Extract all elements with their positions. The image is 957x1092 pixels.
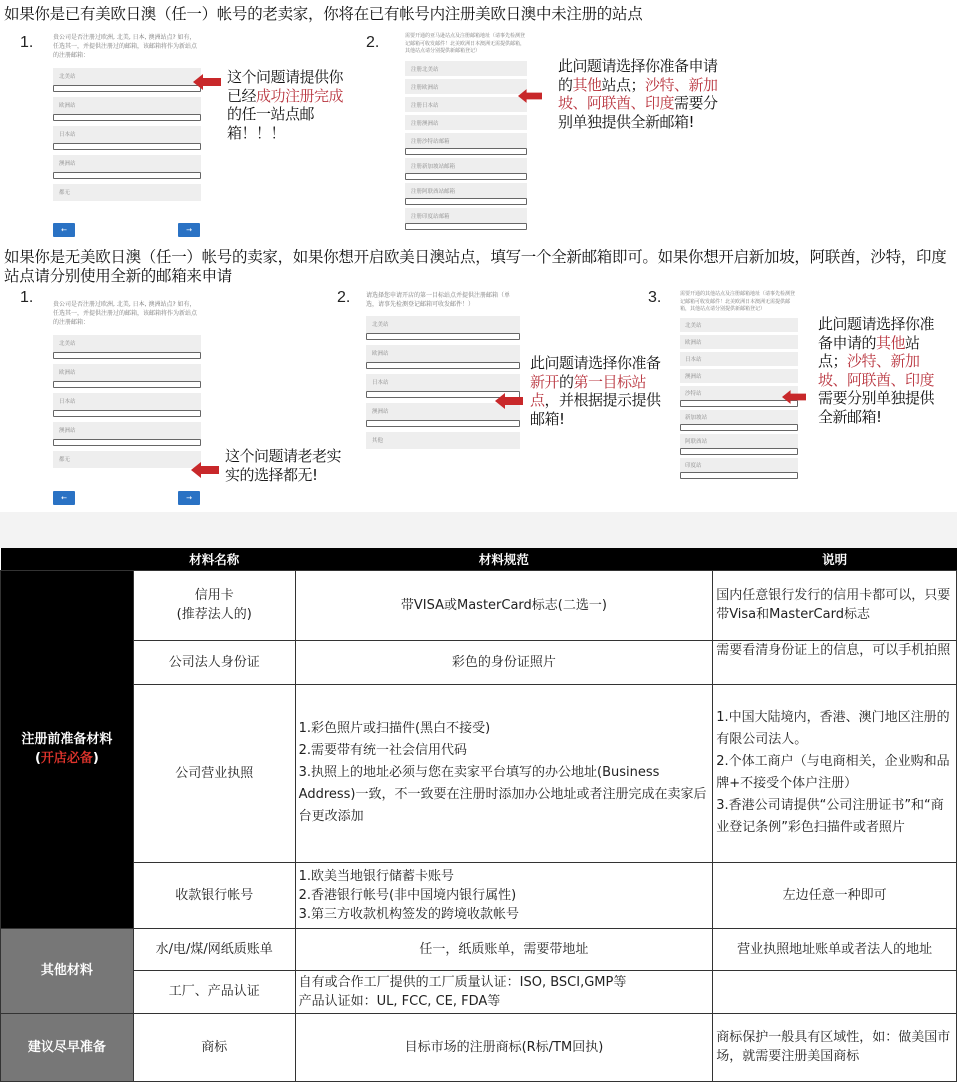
next-button[interactable]: → <box>178 491 200 505</box>
email-input[interactable] <box>680 448 798 455</box>
arrow-left-icon <box>193 74 221 90</box>
step-number: 1. <box>20 289 34 306</box>
option[interactable]: 澳洲站 <box>680 369 798 383</box>
email-input[interactable] <box>53 410 201 417</box>
option-australia[interactable]: 澳洲站 <box>53 422 201 439</box>
option-north-america[interactable]: 北美站 <box>53 68 201 85</box>
material-note <box>713 970 957 1013</box>
option[interactable]: 北美站 <box>680 318 798 332</box>
arrow-left-icon <box>191 462 219 478</box>
material-spec: 1.彩色照片或扫描件(黑白不接受) 2.需要带有统一社会信用代码 3.执照上的地址必须与您在卖家平台填写的办公地址(Business Address)一致，不一致要在注册时添加办公地址或者注册完成在卖家后台更改添加 <box>295 684 713 862</box>
s2-step3-note: 此问题请选择你准备申请的其他站点；沙特、新加坡、阿联酋、印度需要分别单独提供全新邮箱! <box>818 315 935 426</box>
category-early: 建议尽早准备 <box>1 1013 134 1081</box>
option-europe[interactable]: 欧洲站 <box>53 97 201 114</box>
option[interactable]: 澳洲站 <box>366 403 520 420</box>
email-input[interactable] <box>53 352 201 359</box>
step-number: 3. <box>648 289 662 306</box>
option[interactable]: 注册阿联酋站邮箱 <box>405 183 527 198</box>
email-input[interactable] <box>405 148 527 155</box>
material-name: 信用卡 (推荐法人的) <box>133 570 295 640</box>
prev-button[interactable]: ← <box>53 223 75 237</box>
s2-step1-form <box>53 300 201 468</box>
arrow-left-icon <box>782 389 806 405</box>
table-row <box>1 928 957 970</box>
option[interactable]: 日本站 <box>366 374 520 391</box>
question-text: 请选择您申请开店的第一目标站点并提供注册邮箱（单选，请事先检测登记邮箱可收发邮件！） <box>366 292 511 308</box>
question-text: 需要开通的其他站点及注册邮箱地址（请事先检测登记邮箱可收发邮件！北美欧洲日本澳洲无需提供邮箱，其他站点请分别提供新邮箱登记） <box>680 291 796 312</box>
email-input[interactable] <box>405 223 527 230</box>
option[interactable]: 阿联酋站 <box>680 434 798 448</box>
option[interactable]: 日本站 <box>680 352 798 366</box>
material-spec: 自有或合作工厂提供的工厂质量认证：ISO, BSCI,GMP等 产品认证如：UL, FCC, CE, FDA等 <box>295 970 713 1013</box>
option-north-america[interactable]: 北美站 <box>53 335 201 352</box>
question-text: 贵公司是否注册过欧洲, 北美, 日本, 澳洲站点? 如有，任选其一，并提供注册过的邮箱，该邮箱将作为新站点的注册邮箱： <box>53 301 198 326</box>
header-spec: 材料规范 <box>295 548 713 570</box>
header-name: 材料名称 <box>133 548 295 570</box>
s1-step2-form <box>405 33 527 230</box>
material-note: 需要看清身份证上的信息，可以手机拍照 <box>713 640 957 684</box>
s2-step2-note: 此问题请选择你准备新开的第一目标站点，并根据提示提供邮箱! <box>530 354 661 428</box>
option-none[interactable]: 都无 <box>53 184 201 201</box>
material-name: 公司法人身份证 <box>133 640 295 684</box>
material-spec: 1.欧美当地银行储蓄卡账号 2.香港银行帐号(非中国境内银行属性) 3.第三方收款机构签发的跨境收款帐号 <box>295 862 713 928</box>
question-text: 需要开通的亚马逊站点及注册邮箱地址（请事先检测登记邮箱可收发邮件！北美欧洲日本澳洲无需提供邮箱，其他站点请分别提供新邮箱登记） <box>405 33 526 54</box>
material-note: 左边任意一种即可 <box>713 862 957 928</box>
s1-step1-form <box>53 33 201 201</box>
s2-step3-form <box>680 291 798 479</box>
email-input[interactable] <box>53 172 201 179</box>
s1-step1-note: 这个问题请提供你已经成功注册完成的任一站点邮箱！！！ <box>227 68 344 142</box>
option[interactable]: 新加坡站 <box>680 410 798 424</box>
s1-step2-note: 此问题请选择你准备申请的其他站点；沙特、新加坡、阿联酋、印度需要分别单独提供全新邮箱! <box>558 57 718 131</box>
material-spec: 彩色的身份证照片 <box>295 640 713 684</box>
table-row <box>1 970 957 1013</box>
table-header-row <box>1 548 957 570</box>
option[interactable]: 其他 <box>366 432 520 449</box>
material-note: 商标保护一般具有区域性，如：做美国市场，就需要注册美国商标 <box>713 1013 957 1081</box>
option[interactable]: 注册日本站 <box>405 97 527 112</box>
option-australia[interactable]: 澳洲站 <box>53 155 201 172</box>
material-note: 营业执照地址账单或者法人的地址 <box>713 928 957 970</box>
section1-heading: 如果你是已有美欧日澳（任一）帐号的老卖家，你将在已有帐号内注册美欧日澳中未注册的站点 <box>4 5 643 23</box>
s2-step1-note: 这个问题请老老实实的选择都无! <box>225 447 342 484</box>
option[interactable]: 注册澳洲站 <box>405 115 527 130</box>
step-number: 2. <box>337 289 351 306</box>
option[interactable]: 北美站 <box>366 316 520 333</box>
header-note: 说明 <box>713 548 957 570</box>
option-japan[interactable]: 日本站 <box>53 393 201 410</box>
email-input[interactable] <box>53 143 201 150</box>
material-name: 商标 <box>133 1013 295 1081</box>
option[interactable]: 欧洲站 <box>680 335 798 349</box>
header-category <box>1 548 134 570</box>
section2-heading: 如果你是无美欧日澳（任一）帐号的卖家，如果你想开启欧美日澳站点，填写一个全新邮箱即可。如果你想开启新加坡，阿联酋，沙特，印度站点请分别使用全新的邮箱来申请 <box>4 248 947 285</box>
prev-button[interactable]: ← <box>53 491 75 505</box>
email-input[interactable] <box>680 472 798 479</box>
material-note: 1.中国大陆境内，香港、澳门地区注册的有限公司法人。 2.个体工商户（与电商相关，企业购和品牌+不接受个体户注册） 3.香港公司请提供“公司注册证书”和“商业登记条例”彩色扫描件或者照片 <box>713 684 957 862</box>
email-input[interactable] <box>680 400 798 407</box>
category-other: 其他材料 <box>1 928 134 1013</box>
materials-table <box>0 548 957 1082</box>
material-name: 工厂、产品认证 <box>133 970 295 1013</box>
material-spec: 目标市场的注册商标(R标/TM回执) <box>295 1013 713 1081</box>
material-name: 公司营业执照 <box>133 684 295 862</box>
material-note: 国内任意银行发行的信用卡都可以，只要带Visa和MasterCard标志 <box>713 570 957 640</box>
option[interactable]: 注册沙特站邮箱 <box>405 133 527 148</box>
material-spec: 带VISA或MasterCard标志(二选一) <box>295 570 713 640</box>
question-text: 贵公司是否注册过欧洲, 北美, 日本, 澳洲站点? 如有，任选其一，并提供注册过的邮箱，该邮箱将作为新站点的注册邮箱： <box>53 34 198 59</box>
email-input[interactable] <box>366 333 520 340</box>
s2-step2-form <box>366 291 520 449</box>
table-row <box>1 1013 957 1081</box>
option[interactable]: 印度站 <box>680 458 798 472</box>
option[interactable]: 沙特站 <box>680 386 798 400</box>
table-row <box>1 684 957 862</box>
option-europe[interactable]: 欧洲站 <box>53 364 201 381</box>
email-input[interactable] <box>405 173 527 180</box>
option[interactable]: 注册新加坡站邮箱 <box>405 158 527 173</box>
email-input[interactable] <box>53 381 201 388</box>
option[interactable]: 注册北美站 <box>405 61 527 76</box>
material-spec: 任一，纸质账单，需要带地址 <box>295 928 713 970</box>
email-input[interactable] <box>53 114 201 121</box>
arrow-left-icon <box>518 88 542 104</box>
email-input[interactable] <box>53 85 201 92</box>
email-input[interactable] <box>680 424 798 431</box>
option[interactable]: 欧洲站 <box>366 345 520 362</box>
material-name: 水/电/煤/网纸质账单 <box>133 928 295 970</box>
email-input[interactable] <box>53 439 201 446</box>
option-none[interactable]: 都无 <box>53 451 201 468</box>
option-japan[interactable]: 日本站 <box>53 126 201 143</box>
category-required: 注册前准备材料 (开店必备) <box>1 570 134 928</box>
email-input[interactable] <box>366 420 520 427</box>
email-input[interactable] <box>366 362 520 369</box>
table-row <box>1 862 957 928</box>
material-name: 收款银行帐号 <box>133 862 295 928</box>
step-number: 2. <box>366 34 380 51</box>
separator <box>0 512 957 548</box>
arrow-left-icon <box>495 393 523 409</box>
step-number: 1. <box>20 34 34 51</box>
option[interactable]: 注册印度站邮箱 <box>405 208 527 223</box>
next-button[interactable]: → <box>178 223 200 237</box>
option[interactable]: 注册欧洲站 <box>405 79 527 94</box>
table-row <box>1 640 957 684</box>
email-input[interactable] <box>405 198 527 205</box>
table-row <box>1 570 957 640</box>
